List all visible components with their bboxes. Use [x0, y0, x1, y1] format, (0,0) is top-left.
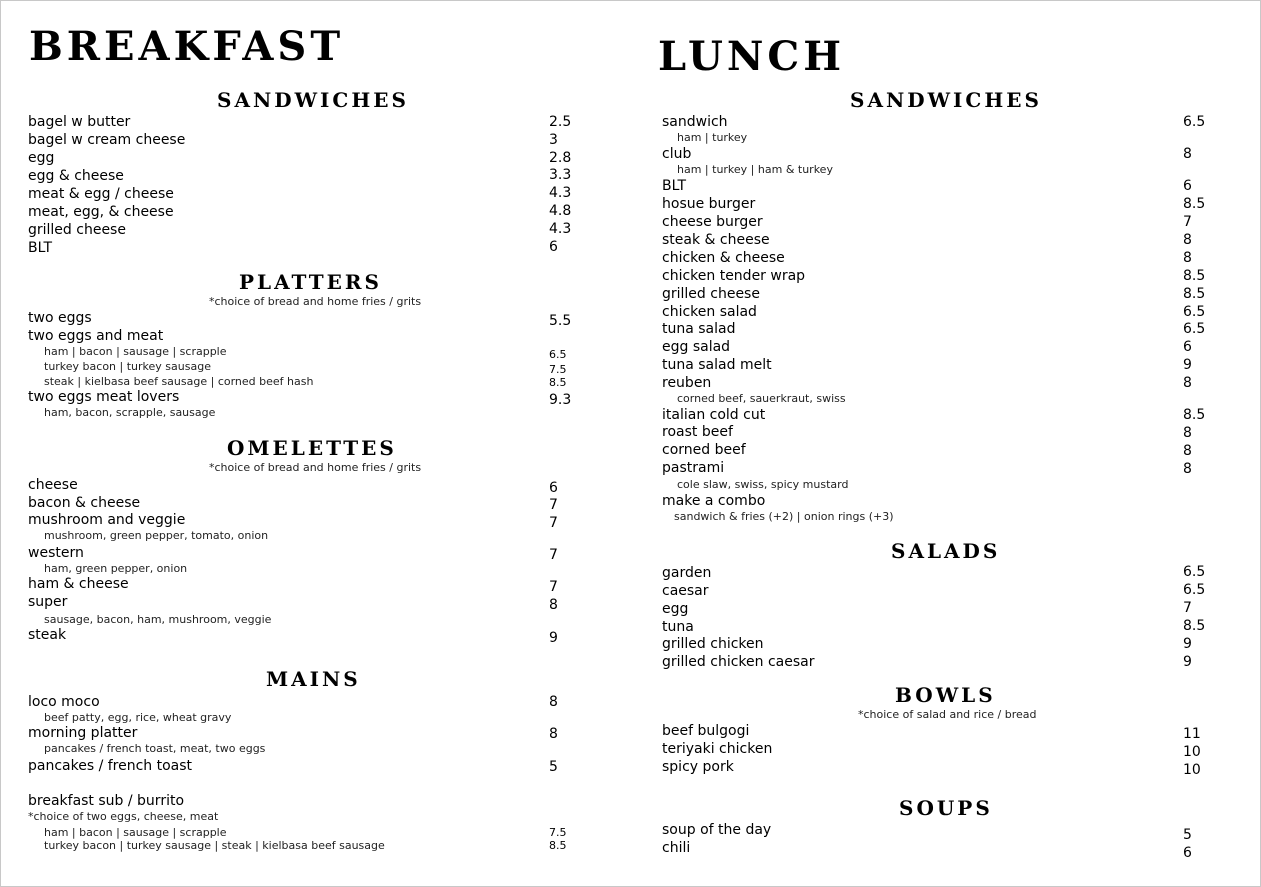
item-price: 8 — [549, 726, 558, 742]
menu-item: morning platter — [28, 725, 138, 741]
item-price: 6 — [1183, 339, 1192, 355]
item-price: 4.8 — [549, 203, 572, 219]
menu-item: bacon & cheese — [28, 495, 141, 511]
menu-item: egg — [662, 601, 689, 617]
item-price: 7 — [549, 547, 558, 563]
item-price: 10 — [1183, 744, 1201, 760]
item-price: 6.5 — [1183, 321, 1206, 337]
menu-item: meat & egg / cheese — [28, 186, 174, 202]
item-price: 5.5 — [549, 313, 572, 329]
menu-item: hosue burger — [662, 196, 756, 212]
option-price: 6.5 — [549, 348, 567, 361]
item-description: ham | turkey — [677, 131, 748, 144]
menu-item: tuna salad melt — [662, 357, 772, 373]
omelettes-note: *choice of bread and home fries / grits — [209, 461, 422, 474]
menu-item: corned beef — [662, 442, 746, 458]
lunch-sandwiches-heading: SANDWICHES — [850, 88, 1042, 112]
menu-item: bagel w cream cheese — [28, 132, 186, 148]
item-price: 6.5 — [1183, 304, 1206, 320]
item-price: 8.5 — [1183, 286, 1206, 302]
mains-heading: MAINS — [266, 667, 361, 691]
item-price: 9 — [1183, 636, 1192, 652]
menu-item: pancakes / french toast — [28, 758, 193, 774]
option-price: 8.5 — [549, 839, 567, 852]
menu-item: pastrami — [662, 460, 725, 476]
option-price: 7.5 — [549, 826, 567, 839]
menu-item: two eggs — [28, 310, 92, 326]
menu-item: reuben — [662, 375, 712, 391]
item-price: 2.5 — [549, 114, 572, 130]
item-price: 11 — [1183, 726, 1201, 742]
item-description: cole slaw, swiss, spicy mustard — [677, 478, 849, 491]
menu-item: breakfast sub / burrito — [28, 793, 185, 809]
item-price: 8 — [549, 597, 558, 613]
item-price: 6 — [549, 239, 558, 255]
item-price: 8 — [1183, 461, 1192, 477]
platters-heading: PLATTERS — [239, 270, 382, 294]
item-price: 7 — [1183, 214, 1192, 230]
item-price: 8 — [1183, 250, 1192, 266]
lunch-title: LUNCH — [658, 33, 846, 80]
menu-item: grilled cheese — [662, 286, 760, 302]
menu-item: roast beef — [662, 424, 733, 440]
option-price: 8.5 — [549, 376, 567, 389]
menu-item: BLT — [662, 178, 687, 194]
item-price: 7 — [1183, 600, 1192, 616]
menu-item: western — [28, 545, 84, 561]
menu-item: steak & cheese — [662, 232, 770, 248]
bowls-note: *choice of salad and rice / bread — [858, 708, 1037, 721]
breakfast-title: BREAKFAST — [29, 23, 345, 70]
menu-item: make a combo — [662, 493, 766, 509]
menu-item: teriyaki chicken — [662, 741, 773, 757]
item-price: 9 — [1183, 357, 1192, 373]
breakfast-sandwiches-heading: SANDWICHES — [217, 88, 409, 112]
bowls-heading: BOWLS — [895, 683, 996, 707]
menu-item: club — [662, 146, 692, 162]
item-price: 6.5 — [1183, 114, 1206, 130]
item-price: 6 — [549, 480, 558, 496]
item-price: 8 — [1183, 443, 1192, 459]
item-option: steak | kielbasa beef sausage | corned beef hash — [44, 375, 314, 388]
menu-item: BLT — [28, 240, 53, 256]
item-option: turkey bacon | turkey sausage — [44, 360, 211, 373]
item-description: beef patty, egg, rice, wheat gravy — [44, 711, 232, 724]
menu-item: egg salad — [662, 339, 731, 355]
item-note: *choice of two eggs, cheese, meat — [28, 810, 219, 823]
menu-item: garden — [662, 565, 712, 581]
item-price: 7 — [549, 497, 558, 513]
item-option: ham | bacon | sausage | scrapple — [44, 345, 227, 358]
item-price: 10 — [1183, 762, 1201, 778]
menu-item: egg & cheese — [28, 168, 124, 184]
menu-item: cheese burger — [662, 214, 763, 230]
item-price: 5 — [1183, 827, 1192, 843]
menu-item: chicken tender wrap — [662, 268, 806, 284]
item-description: pancakes / french toast, meat, two eggs — [44, 742, 266, 755]
menu-item: caesar — [662, 583, 709, 599]
menu-item: two eggs meat lovers — [28, 389, 180, 405]
item-price: 5 — [549, 759, 558, 775]
item-price: 8 — [1183, 232, 1192, 248]
item-description: ham | turkey | ham & turkey — [677, 163, 833, 176]
item-description: ham, bacon, scrapple, sausage — [44, 406, 216, 419]
menu-item: sandwich — [662, 114, 728, 130]
menu-item: chicken salad — [662, 304, 757, 320]
menu-item: mushroom and veggie — [28, 512, 186, 528]
item-option: turkey bacon | turkey sausage | steak | kielbasa beef sausage — [44, 839, 385, 852]
item-price: 3.3 — [549, 167, 572, 183]
item-option: ham | bacon | sausage | scrapple — [44, 826, 227, 839]
item-price: 9 — [1183, 654, 1192, 670]
menu-item: loco moco — [28, 694, 100, 710]
menu-item: cheese — [28, 477, 78, 493]
omelettes-heading: OMELETTES — [227, 436, 397, 460]
menu-item: bagel w butter — [28, 114, 131, 130]
salads-heading: SALADS — [891, 539, 1001, 563]
item-price: 6.5 — [1183, 564, 1206, 580]
item-price: 8 — [1183, 425, 1192, 441]
item-price: 6 — [1183, 178, 1192, 194]
item-price: 6 — [1183, 845, 1192, 861]
item-price: 7 — [549, 579, 558, 595]
menu-item: egg — [28, 150, 55, 166]
menu-item: chicken & cheese — [662, 250, 785, 266]
item-price: 6.5 — [1183, 582, 1206, 598]
item-description: sausage, bacon, ham, mushroom, veggie — [44, 613, 272, 626]
menu-item: grilled chicken caesar — [662, 654, 815, 670]
item-price: 3 — [549, 132, 558, 148]
menu-item: beef bulgogi — [662, 723, 750, 739]
menu-item: super — [28, 594, 68, 610]
menu-item: chili — [662, 840, 691, 856]
item-price: 8.5 — [1183, 618, 1206, 634]
menu-item: ham & cheese — [28, 576, 129, 592]
item-price: 4.3 — [549, 221, 572, 237]
menu-item: tuna — [662, 619, 694, 635]
menu-item: meat, egg, & cheese — [28, 204, 174, 220]
item-price: 8 — [1183, 146, 1192, 162]
item-price: 4.3 — [549, 185, 572, 201]
item-description: ham, green pepper, onion — [44, 562, 188, 575]
item-price: 9.3 — [549, 392, 572, 408]
item-price: 7 — [549, 515, 558, 531]
menu-item: two eggs and meat — [28, 328, 164, 344]
menu-item: soup of the day — [662, 822, 772, 838]
menu-item: grilled cheese — [28, 222, 126, 238]
menu-item: steak — [28, 627, 67, 643]
item-price: 2.8 — [549, 150, 572, 166]
menu-item: grilled chicken — [662, 636, 764, 652]
item-description: sandwich & fries (+2) | onion rings (+3) — [674, 510, 894, 523]
item-description: corned beef, sauerkraut, swiss — [677, 392, 846, 405]
soups-heading: SOUPS — [899, 796, 993, 820]
item-price: 8.5 — [1183, 268, 1206, 284]
item-price: 8 — [1183, 375, 1192, 391]
item-price: 8.5 — [1183, 407, 1206, 423]
platters-note: *choice of bread and home fries / grits — [209, 295, 422, 308]
item-description: mushroom, green pepper, tomato, onion — [44, 529, 269, 542]
item-price: 8.5 — [1183, 196, 1206, 212]
option-price: 7.5 — [549, 363, 567, 376]
item-price: 8 — [549, 694, 558, 710]
menu-item: spicy pork — [662, 759, 734, 775]
item-price: 9 — [549, 630, 558, 646]
menu-item: tuna salad — [662, 321, 736, 337]
menu-item: italian cold cut — [662, 407, 766, 423]
